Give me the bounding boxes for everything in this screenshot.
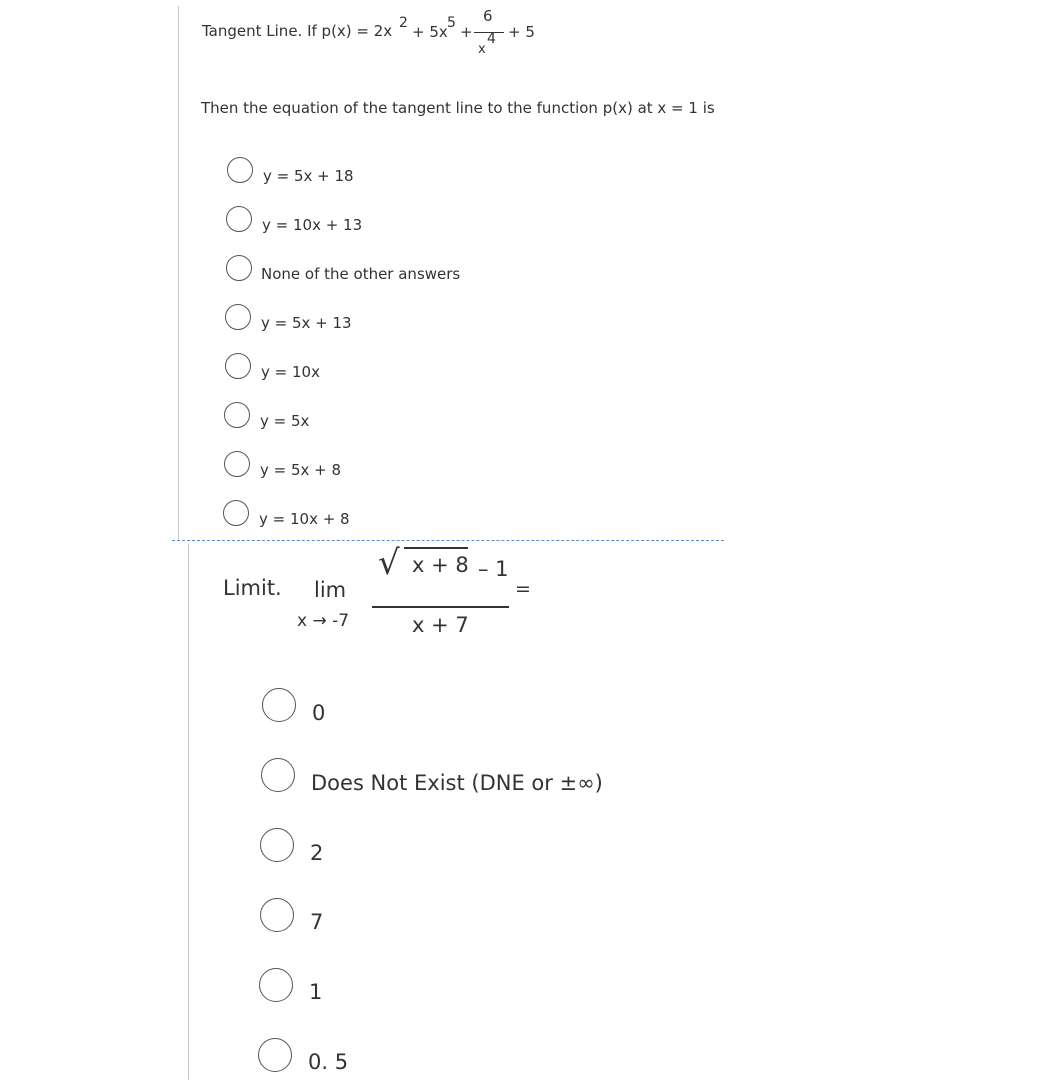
q2-lim: lim	[314, 578, 347, 602]
q2-equals: =	[515, 578, 531, 600]
q2-option-3-label[interactable]: 2	[310, 841, 324, 865]
q2-label: Limit.	[223, 576, 282, 600]
q1-function-suffix: + 5	[508, 23, 535, 41]
q2-option-2-label[interactable]: Does Not Exist (DNE or ±∞)	[311, 771, 603, 795]
q2-denominator: x + 7	[412, 613, 469, 637]
question2-left-border	[188, 544, 189, 1080]
q1-exponent-5: 5	[447, 15, 456, 31]
q1-option-6-radio[interactable]	[224, 402, 250, 428]
q2-minus-one: – 1	[478, 557, 509, 581]
q1-fraction-denominator: x	[478, 42, 486, 57]
q1-fraction-numerator: 6	[483, 7, 493, 25]
question1-left-border	[178, 6, 179, 540]
q2-radicand: x + 8	[412, 553, 469, 577]
q2-option-4-label[interactable]: 7	[310, 910, 324, 934]
q2-option-6-radio[interactable]	[258, 1038, 292, 1072]
q1-exponent-2: 2	[399, 15, 408, 31]
q1-option-3-radio[interactable]	[226, 255, 252, 281]
q1-option-1-label[interactable]: y = 5x + 18	[263, 167, 354, 185]
q1-option-6-label[interactable]: y = 5x	[260, 412, 310, 430]
q1-function-plus: +	[460, 23, 473, 41]
q2-option-2-radio[interactable]	[261, 758, 295, 792]
q1-function-prefix: Tangent Line. If p(x) = 2x	[202, 22, 393, 40]
q1-option-2-radio[interactable]	[226, 206, 252, 232]
q2-fraction-bar	[372, 606, 509, 608]
q1-fraction-den-exponent: 4	[487, 31, 496, 47]
q1-option-4-radio[interactable]	[225, 304, 251, 330]
q2-option-6-label[interactable]: 0. 5	[308, 1050, 349, 1074]
q1-function-mid: + 5x	[412, 23, 448, 41]
q1-option-1-radio[interactable]	[227, 157, 253, 183]
q2-option-5-radio[interactable]	[259, 968, 293, 1002]
q2-option-4-radio[interactable]	[260, 898, 294, 932]
q2-sqrt-overline	[404, 547, 468, 549]
q1-option-8-radio[interactable]	[223, 500, 249, 526]
q1-option-7-radio[interactable]	[224, 451, 250, 477]
q1-option-8-label[interactable]: y = 10x + 8	[259, 510, 350, 528]
q1-prompt: Then the equation of the tangent line to the function p(x) at x = 1 is	[201, 99, 715, 117]
q2-option-1-radio[interactable]	[262, 688, 296, 722]
q2-option-5-label[interactable]: 1	[309, 980, 323, 1004]
q1-option-5-label[interactable]: y = 10x	[261, 363, 320, 381]
question-divider	[172, 540, 724, 541]
q2-option-1-label[interactable]: 0	[312, 701, 326, 725]
q1-option-3-label[interactable]: None of the other answers	[261, 265, 461, 283]
q1-option-7-label[interactable]: y = 5x + 8	[260, 461, 342, 479]
q1-option-2-label[interactable]: y = 10x + 13	[262, 216, 363, 234]
q1-option-5-radio[interactable]	[225, 353, 251, 379]
q2-option-3-radio[interactable]	[260, 828, 294, 862]
q2-lim-subscript: x → -7	[297, 611, 350, 631]
q1-option-4-label[interactable]: y = 5x + 13	[261, 314, 352, 332]
q2-sqrt-icon: √	[378, 543, 400, 583]
